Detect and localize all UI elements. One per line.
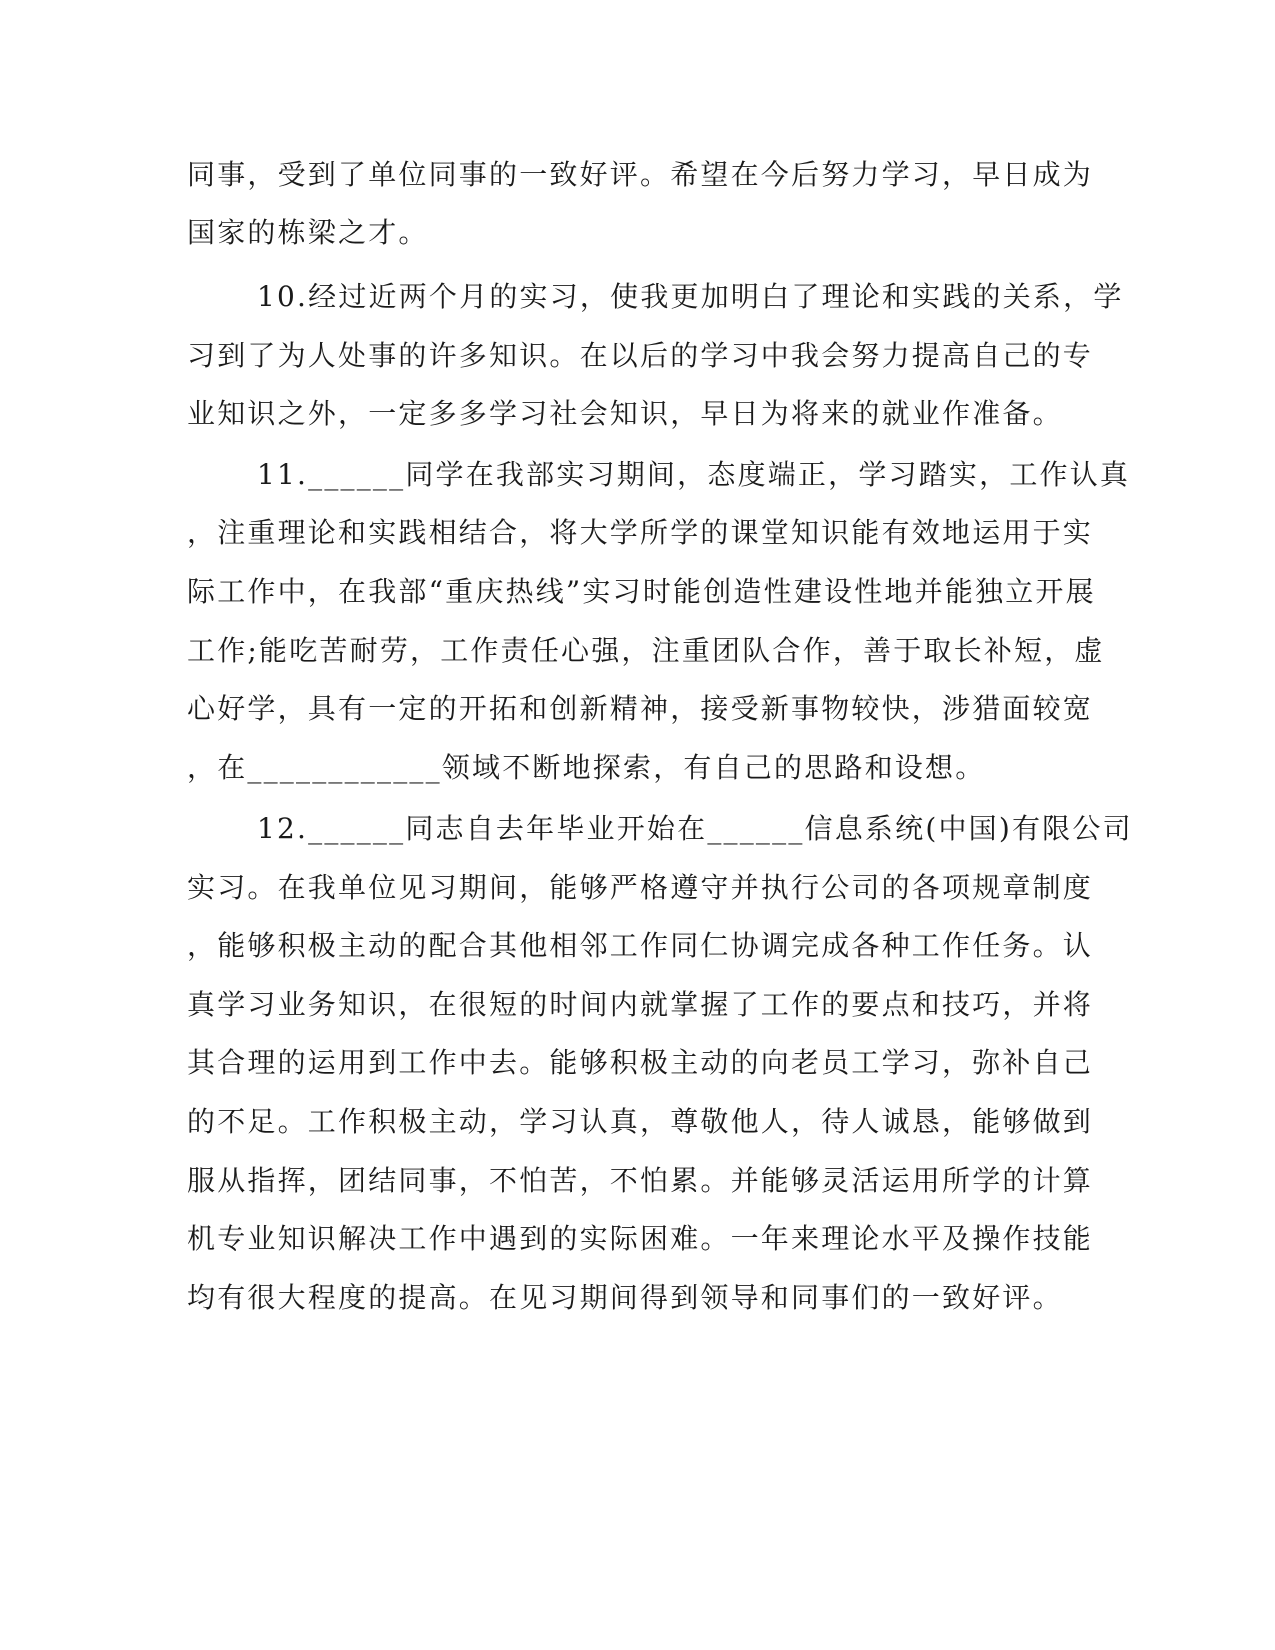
text-line: 11.______同学在我部实习期间，态度端正，学习踏实，工作认真: [257, 458, 1131, 491]
text-line: ，注重理论和实践相结合，将大学所学的课堂知识能有效地运用于实: [187, 516, 1094, 549]
text-line: 业知识之外，一定多多学习社会知识，早日为将来的就业作准备。: [187, 397, 1063, 430]
text-line: ，在____________领域不断地探索，有自己的思路和设想。: [187, 751, 986, 784]
text-line: 真学习业务知识，在很短的时间内就掌握了工作的要点和技巧，并将: [187, 988, 1094, 1021]
text-line: 同事，受到了单位同事的一致好评。希望在今后努力学习，早日成为: [187, 158, 1094, 191]
text-line: 的不足。工作积极主动，学习认真，尊敬他人，待人诚恳，能够做到: [187, 1105, 1094, 1138]
text-line: ，能够积极主动的配合其他相邻工作同仁协调完成各种工作任务。认: [187, 929, 1094, 962]
text-line: 习到了为人处事的许多知识。在以后的学习中我会努力提高自己的专: [187, 339, 1094, 372]
text-line: 机专业知识解决工作中遇到的实际困难。一年来理论水平及操作技能: [187, 1222, 1094, 1255]
text-line: 均有很大程度的提高。在见习期间得到领导和同事们的一致好评。: [187, 1281, 1063, 1314]
text-line: 际工作中，在我部“重庆热线”实习时能创造性建设性地并能独立开展: [187, 575, 1096, 608]
text-line: 10.经过近两个月的实习，使我更加明白了理论和实践的关系，学: [257, 280, 1124, 313]
text-line: 12.______同志自去年毕业开始在______信息系统(中国)有限公司: [257, 812, 1133, 845]
text-line: 国家的栋梁之才。: [187, 216, 429, 249]
text-line: 实习。在我单位见习期间，能够严格遵守并执行公司的各项规章制度: [187, 871, 1094, 904]
text-line: 心好学，具有一定的开拓和创新精神，接受新事物较快，涉猎面较宽: [187, 692, 1094, 725]
text-line: 工作;能吃苦耐劳，工作责任心强，注重团队合作，善于取长补短，虚: [187, 634, 1105, 667]
text-line: 服从指挥，团结同事，不怕苦，不怕累。并能够灵活运用所学的计算: [187, 1164, 1094, 1197]
text-line: 其合理的运用到工作中去。能够积极主动的向老员工学习，弥补自己: [187, 1046, 1094, 1079]
